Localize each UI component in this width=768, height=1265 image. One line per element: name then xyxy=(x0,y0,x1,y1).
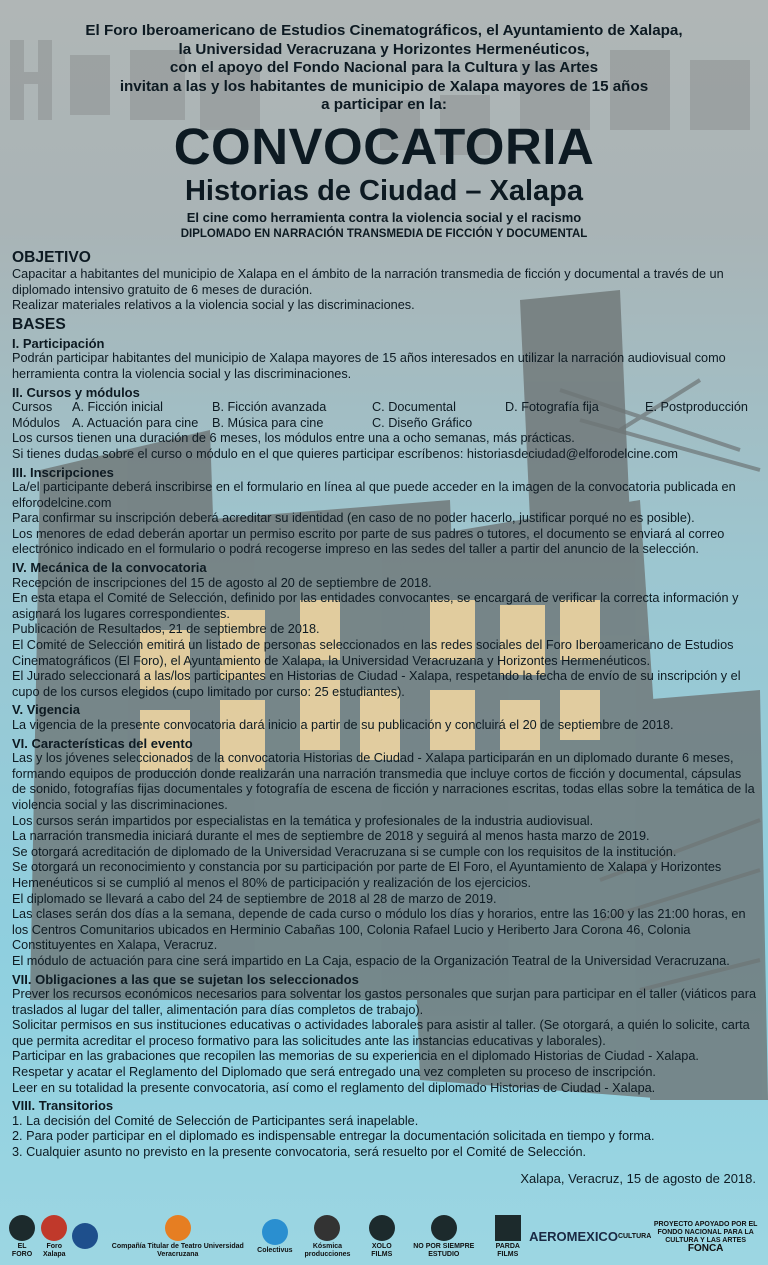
date-place: Xalapa, Veracruz, 15 de agosto de 2018. xyxy=(520,1170,756,1186)
grid-cell: C. Diseño Gráfico xyxy=(372,415,473,430)
caracteristicas-paragraph: El módulo de actuación para cine será impartido en La Caja, espacio de la Organización Teatral de la Universidad Veracruzana. xyxy=(12,953,730,968)
subtitle: Historias de Ciudad – Xalapa xyxy=(184,174,584,207)
caracteristicas-paragraph: Se otorgará un reconocimiento y constancia por su participación por parte de El Foro, el Ayuntamiento de Xalapa y Horizontes Hemenéuticos si se cumplió al menos el 80% de participación y realización de los ejercicios. xyxy=(12,860,722,890)
grid-cell: B. Música para cine xyxy=(212,415,324,430)
mecanica-paragraph: El Comité de Selección emitirá un listado de personas seleccionados en las redes sociales del Foro Iberoamericano de Estudios Cinematográficos (El Foro), el Ayuntamiento de Xalapa, la Universidad Veracruzana y Horizontes Hermenéuticos. xyxy=(12,638,734,668)
participacion-heading: I. Participación xyxy=(12,335,105,351)
main-title: CONVOCATORIA xyxy=(173,117,595,175)
compania-logo: Compañía Titular de Teatro Universidad Veracruzana xyxy=(98,1215,257,1259)
intro-line: la Universidad Veracruzana y Horizontes Hermenéuticos, xyxy=(178,40,590,58)
inscripciones-heading: III. Inscripciones xyxy=(12,464,114,480)
sponsor-logos xyxy=(0,1212,768,1262)
intro-line: invitan a las y los habitantes de municipio de Xalapa mayores de 15 años xyxy=(119,77,649,95)
elforo-logo: EL FORO xyxy=(8,1215,36,1259)
objetivo-heading: OBJETIVO xyxy=(12,248,91,266)
grid-cell: D. Fotografía fija xyxy=(505,400,599,415)
caracteristicas-heading: VI. Características del evento xyxy=(12,735,193,751)
cultura-logo: CULTURA xyxy=(617,1233,652,1240)
intro-line: a participar en la: xyxy=(321,96,447,114)
turtle-icon xyxy=(314,1215,340,1241)
cursos-paragraph: Si tienes dudas sobre el curso o módulo en el que quieres participar escríbenos: historiasdeciudad@elforodelcine.com xyxy=(12,446,678,461)
cursos-grid xyxy=(12,400,756,431)
uv-logo xyxy=(72,1223,98,1251)
vigencia-paragraph: La vigencia de la presente convocatoria dará inicio a partir de su publicación y concluirá el 20 de septiembre de 2018. xyxy=(12,718,674,732)
transitorios-item: 1. La decisión del Comité de Selección de Participantes será inapelable. xyxy=(12,1113,419,1128)
objetivo-paragraph: Realizar materiales relativos a la violencia social y las discriminaciones. xyxy=(12,298,415,313)
grid-cell: A. Actuación para cine xyxy=(72,415,199,430)
inscripciones-paragraph: Para confirmar su inscripción deberá acreditar su identidad (en caso de no poder hacerlo, justificar porqué no es posible). xyxy=(12,511,695,526)
mecanica-paragraph: Publicación de Resultados, 21 de septiembre de 2018. xyxy=(12,622,320,637)
vigencia-heading: V. Vigencia xyxy=(12,702,80,718)
grid-cell xyxy=(645,416,755,432)
intro-block xyxy=(0,22,768,115)
foro-xalapa-logo: Foro Xalapa xyxy=(36,1215,72,1259)
tagline: El cine como herramienta contra la violencia social y el racismo xyxy=(186,209,582,225)
mecanica-paragraph: Recepción de inscripciones del 15 de agosto al 20 de septiembre de 2018. xyxy=(12,575,432,590)
mecanica-heading: IV. Mecánica de la convocatoria xyxy=(12,560,207,576)
colectivus-icon xyxy=(262,1219,288,1245)
intro-line: El Foro Iberoamericano de Estudios Cinematográficos, el Ayuntamiento de Xalapa, xyxy=(85,22,683,39)
aeromexico-logo: AEROMEXICO xyxy=(529,1229,618,1244)
intro-line: con el apoyo del Fondo Nacional para la Cultura y las Artes xyxy=(169,59,599,77)
compania-icon xyxy=(165,1215,191,1241)
grid-cell: B. Ficción avanzada xyxy=(212,400,327,415)
caracteristicas-paragraph: El diplomado se llevará a cabo del 24 de septiembre de 2018 al 28 de marzo de 2019. xyxy=(12,891,497,906)
xolo-logo: XOLO FILMS xyxy=(362,1215,401,1259)
objetivo-paragraph: Capacitar a habitantes del municipio de Xalapa en el ámbito de la narración transmedia de ficción y documental a través de un diplomado intensivo gratuito de 6 meses de duración. xyxy=(12,266,724,297)
inscripciones-paragraph: Los menores de edad deberán aportar un permiso escrito por parte de sus padres o tutores, el documento se enviará al correo electrónico indicado en el formulario o podrá recogerse impreso en las sedes del taller a partir del anuncio de la selección. xyxy=(12,526,725,557)
diplomado-title: DIPLOMADO EN NARRACIÓN TRANSMEDIA DE FICCIÓN Y DOCUMENTAL xyxy=(180,227,588,240)
kosmos-logo: Kósmica producciones xyxy=(293,1215,363,1259)
parda-icon xyxy=(495,1215,521,1241)
caracteristicas-paragraph: La narración transmedia iniciará durante el mes de septiembre de 2018 y seguirá al menos hasta marzo de 2019. xyxy=(12,829,650,844)
xolo-icon xyxy=(369,1215,395,1241)
colectivus-logo: Colectivus xyxy=(257,1219,292,1255)
mecanica-paragraph: En esta etapa el Comité de Selección, definido por las entidades convocantes, se encargará de verificar la correcta información y asignará los lugares correspondientes. xyxy=(12,591,739,621)
participacion-paragraph: Podrán participar habitantes del municipio de Xalapa mayores de 15 años interesados en utilizar la narración audiovisual como herramienta contra la violencia social y las discriminaciones. xyxy=(12,351,726,381)
uv-icon xyxy=(72,1223,98,1249)
transitorios-item: 3. Cualquier asunto no previsto en la presente convocatoria, será resuelto por el Comité de Selección. xyxy=(12,1145,587,1160)
bases-heading: BASES xyxy=(12,315,66,333)
body-text xyxy=(0,249,768,1161)
obligaciones-paragraph: Participar en las grabaciones que recopilen las memorias de su experiencia en el diplomado Historias de Ciudad - Xalapa. xyxy=(12,1049,699,1064)
parda-logo: PARDA FILMS xyxy=(486,1215,529,1259)
grid-cell: C. Documental xyxy=(372,400,456,415)
elforo-icon xyxy=(9,1215,35,1241)
mecanica-paragraph: El Jurado seleccionará a las/los participantes en Historias de Ciudad - Xalapa, respetando la fecha de envío de su inscripción y el cupo de los cursos elegidos (cupo limitado por curso: 25 estudiantes). xyxy=(12,669,741,699)
grid-cell: E. Postproducción xyxy=(645,400,748,415)
grid-cell: Cursos xyxy=(12,400,53,415)
transitorios-item: 2. Para poder participar en el diplomado es indispensable entregar la documentación solicitada en tiempo y forma. xyxy=(12,1129,655,1144)
obligaciones-paragraph: Solicitar permisos en sus instituciones educativas o actividades laborales para asistir al taller. (Se otorgará, a quién lo solicite, carta que permita acreditar el proceso formativo para las solicitudes ante las instancias educativas y laborales). xyxy=(12,1018,750,1048)
cursos-paragraph: Los cursos tienen una duración de 6 meses, los módulos entre una a ocho semanas, más prácticas. xyxy=(12,431,575,446)
nopor-logo: NO POR SIEMPRE ESTUDIO xyxy=(401,1215,486,1259)
obligaciones-paragraph: Respetar y acatar el Reglamento del Diplomado que será entregado una vez completen su proceso de inscripción. xyxy=(12,1065,656,1080)
foro-xalapa-icon xyxy=(41,1215,67,1241)
transitorios-heading: VIII. Transitorios xyxy=(12,1098,114,1114)
obligaciones-paragraph: Leer en su totalidad la presente convocatoria, así como el reglamento del diplomado Historias de Ciudad - Xalapa. xyxy=(12,1080,656,1095)
inscripciones-paragraph: La/el participante deberá inscribirse en el formulario en línea al que puede acceder en la imagen de la convocatoria publicada en elforodelcine.com xyxy=(12,480,736,510)
obligaciones-paragraph: Prever los recursos económicos necesarios para solventar los gastos personales que surjan para participar en el taller (viáticos para traslados al lugar del taller, alimentación para días completos de trabajo). xyxy=(12,987,756,1017)
grid-cell: Módulos xyxy=(12,415,60,430)
fonca-logo: PROYECTO APOYADO POR EL FONDO NACIONAL PARA LA CULTURA Y LAS ARTES FONCA xyxy=(653,1221,758,1254)
caracteristicas-paragraph: Los cursos serán impartidos por especialistas en la temática y profesionales de la industria audiovisual. xyxy=(12,813,594,828)
nopor-icon xyxy=(431,1215,457,1241)
cursos-heading: II. Cursos y módulos xyxy=(12,384,140,400)
caracteristicas-paragraph: Las y los jóvenes seleccionados de la convocatoria Historias de Ciudad - Xalapa participarán en un diplomado durante 6 meses, formando equipos de producción donde realizarán una narración transmedia que incluye cortos de ficción y documental, cápsulas de sonido, fotografías fijas documentales y fotografía de escena de ficción y narraciones escritas, todas ellas sobre la temática de la violencia social y las discriminaciones. xyxy=(12,751,755,812)
caracteristicas-paragraph: Se otorgará acreditación de diplomado de la Universidad Veracruzana si se cumple con los requisitos de la institución. xyxy=(12,844,677,859)
grid-cell: A. Ficción inicial xyxy=(72,400,163,415)
caracteristicas-paragraph: Las clases serán dos días a la semana, depende de cada curso o módulo los días y horarios, entre las 16:00 y las 21:00 horas, en los Centros Comunitarios ubicados en Herminio Cabañas 100, Colonia Rafael Lucio y Heriberto Jara Corona 46, Colonia Constituyentes en Xalapa, Veracruz. xyxy=(12,907,746,953)
obligaciones-heading: VII. Obligaciones a las que se sujetan los seleccionados xyxy=(12,971,359,987)
grid-cell xyxy=(505,416,645,432)
